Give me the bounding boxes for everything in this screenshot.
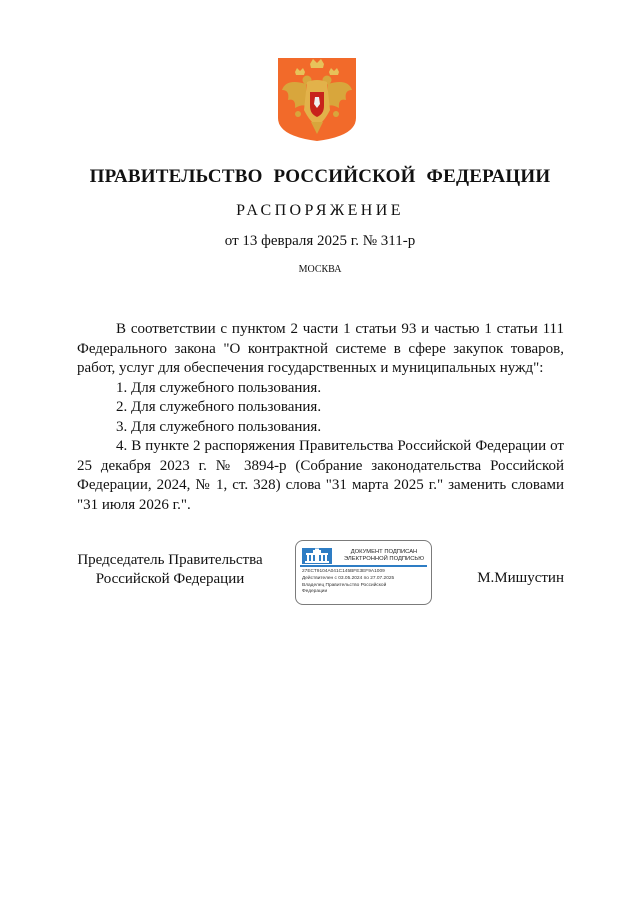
- body-paragraph: 1. Для служебного пользования.: [116, 379, 322, 396]
- stamp-header-line: ЭЛЕКТРОННОЙ ПОДПИСЬЮ: [343, 556, 425, 562]
- body-paragraph: В соответствии с пунктом 2 части 1 статьи 93 и частью 1 статьи 111 Федерального закона "О контрактной системе в сфере закупок товаров, работ, услуг для обеспечения государственных и муниципальных нужд":: [77, 321, 564, 376]
- body-paragraph: 3. Для служебного пользования.: [116, 418, 322, 435]
- document-body: [77, 320, 564, 515]
- document-date-number: от 13 февраля 2025 г. № 311-р: [224, 233, 416, 249]
- russian-coat-of-arms-icon: [276, 56, 358, 142]
- electronic-signature-stamp: [295, 540, 432, 605]
- stamp-owner: Владелец Правительство Российской: [302, 582, 387, 588]
- signatory-name: М.Мишустин: [477, 570, 564, 586]
- stamp-header-line: ДОКУМЕНТ ПОДПИСАН: [350, 549, 418, 555]
- organization-title: ПРАВИТЕЛЬСТВО РОССИЙСКОЙ ФЕДЕРАЦИИ: [89, 166, 551, 187]
- stamp-owner: Федерации: [302, 589, 328, 595]
- document-type: РАСПОРЯЖЕНИЕ: [236, 202, 404, 219]
- stamp-header: [338, 549, 430, 563]
- body-paragraph: 2. Для служебного пользования.: [116, 399, 322, 415]
- stamp-validity: Действителен с 03.05.2024 по 27.07.2025: [302, 575, 395, 581]
- signatory-title: [70, 551, 270, 589]
- government-building-icon: [302, 548, 332, 564]
- stamp-details: [302, 569, 428, 596]
- document-city: МОСКВА: [298, 264, 342, 275]
- body-paragraph: 4. В пункте 2 распоряжения Правительства Российской Федерации от 25 декабря 2023 г. № 3894-р (Собрание законодательства Российской Федерации, 2024, № 1, ст. 328) слова "31 марта 2025 г." заменить словами "31 июля 2026 г.".: [77, 438, 564, 513]
- signatory-title-line: Российской Федерации: [95, 571, 245, 587]
- signatory-title-line: Председатель Правительства: [77, 552, 263, 568]
- stamp-accent-bar: [300, 565, 427, 567]
- stamp-certificate: 27ЕСТ9104А041С145ВFЕ3ЕF9А1009: [302, 569, 385, 574]
